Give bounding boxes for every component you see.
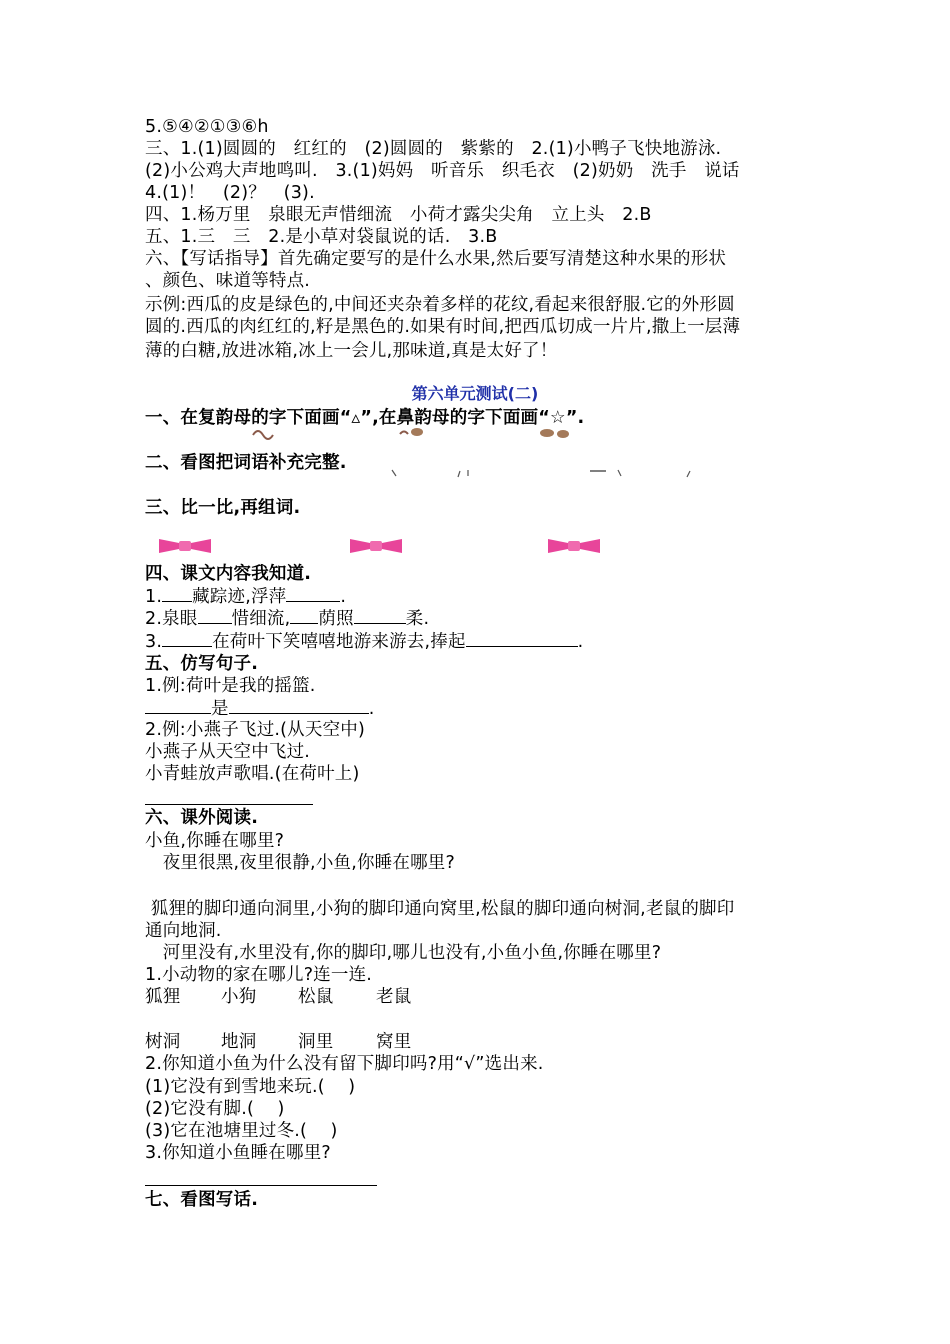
section-4-heading: 四、课文内容我知道. <box>145 564 312 584</box>
image-fragments-row <box>390 468 710 480</box>
reading-question-2: 2.你知道小鱼为什么没有留下脚印吗?用“√”选出来. <box>145 1054 544 1074</box>
animal-squirrel[interactable]: 松鼠 <box>298 987 334 1007</box>
answer-line-9: 示例:西瓜的皮是绿色的,中间还夹杂着多样的花纹,看起来很舒服.它的外形圆 <box>145 295 735 315</box>
option-3[interactable]: (3)它在池塘里过冬.( ) <box>145 1121 338 1141</box>
imitate-question-2: 小青蛙放声歌唱.(在荷叶上) <box>145 764 360 784</box>
answer-blank[interactable] <box>198 607 232 624</box>
reading-question-3: 3.你知道小鱼睡在哪里? <box>145 1143 331 1163</box>
answer-line-11: 薄的白糖,放进冰箱,冰上一会儿,那味道,真是太好了！ <box>145 341 558 361</box>
answer-blank[interactable] <box>286 585 340 602</box>
reading-paragraph-2b: 通向地洞. <box>145 921 222 941</box>
reading-paragraph-1: 夜里很黑,夜里很静,小鱼,你睡在哪里? <box>145 853 455 873</box>
answer-line[interactable] <box>145 1185 377 1186</box>
fill-question-3: 3. 在荷叶下笑嘻嘻地游来游去,捧起 . <box>145 632 584 652</box>
answer-line-8: 、颜色、味道等特点. <box>145 271 311 291</box>
answer-line-2: 三、1.(1)圆圆的 红红的 (2)圆圆的 紫紫的 2.(1)小鸭子飞快地游泳. <box>145 139 722 159</box>
answer-blank[interactable] <box>466 630 578 647</box>
imitate-answer-1: 是 . <box>145 697 374 720</box>
animal-mouse[interactable]: 老鼠 <box>376 987 412 1007</box>
answer-line[interactable] <box>145 804 313 805</box>
section-6-heading: 六、课外阅读. <box>145 808 259 828</box>
answer-blank[interactable] <box>290 607 318 624</box>
home-cave[interactable]: 洞里 <box>298 1032 334 1052</box>
answer-blank[interactable] <box>162 585 192 602</box>
animal-dog[interactable]: 小狗 <box>221 987 257 1007</box>
home-burrow[interactable]: 地洞 <box>221 1032 257 1052</box>
reading-title: 小鱼,你睡在哪里? <box>145 831 285 851</box>
section-7-heading: 七、看图写话. <box>145 1190 259 1210</box>
reading-paragraph-3: 河里没有,水里没有,你的脚印,哪儿也没有,小鱼小鱼,你睡在哪里? <box>145 943 662 963</box>
imitate-example-2: 2.例:小燕子飞过.(从天空中) <box>145 720 366 740</box>
pink-bow-icon <box>546 535 602 555</box>
pink-bow-icon <box>157 535 213 555</box>
imitate-example-2-result: 小燕子从天空中飞过. <box>145 742 311 762</box>
option-2[interactable]: (2)它没有脚.( ) <box>145 1099 285 1119</box>
section-1-heading: 一、在复韵母的字下面画“▵”,在鼻韵母的字下面画“☆”. <box>145 408 585 428</box>
test-title: 第六单元测试(二) <box>411 384 539 403</box>
fill-question-2: 2.泉眼 惜细流, 荫照 柔. <box>145 609 430 629</box>
option-1[interactable]: (1)它没有到雪地来玩.( ) <box>145 1077 356 1097</box>
pinyin-image-fragments <box>245 425 585 443</box>
answer-line-4: 4.(1)！ (2)？ (3). <box>145 183 315 203</box>
imitate-example-1: 1.例:荷叶是我的摇篮. <box>145 676 316 696</box>
answer-line-6: 五、1.三 三 2.是小草对袋鼠说的话. 3.B <box>145 227 498 247</box>
answer-blank[interactable] <box>229 697 369 714</box>
home-nest[interactable]: 窝里 <box>376 1032 412 1052</box>
pink-bow-icon <box>348 535 404 555</box>
section-5-heading: 五、仿写句子. <box>145 654 259 674</box>
answer-blank[interactable] <box>145 697 211 714</box>
answer-line-3: (2)小公鸡大声地鸣叫. 3.(1)妈妈 听音乐 织毛衣 (2)奶奶 洗手 说话 <box>145 161 740 181</box>
answer-blank[interactable] <box>354 607 406 624</box>
home-tree-hole[interactable]: 树洞 <box>145 1032 181 1052</box>
fill-question-1: 1. 藏踪迹,浮萍 . <box>145 587 347 607</box>
reading-question-1: 1.小动物的家在哪儿?连一连. <box>145 965 373 985</box>
reading-paragraph-2a: 狐狸的脚印通向洞里,小狗的脚印通向窝里,松鼠的脚印通向树洞,老鼠的脚印 <box>145 899 735 919</box>
answer-line-5: 四、1.杨万里 泉眼无声惜细流 小荷才露尖尖角 立上头 2.B <box>145 205 652 225</box>
section-3-heading: 三、比一比,再组词. <box>145 498 301 518</box>
animal-fox[interactable]: 狐狸 <box>145 987 181 1007</box>
section-2-heading: 二、看图把词语补充完整. <box>145 453 347 473</box>
answer-blank[interactable] <box>162 630 212 647</box>
answer-line-1: 5.⑤④②①③⑥h <box>145 117 269 137</box>
answer-line-7: 六、【写话指导】首先确定要写的是什么水果,然后要写清楚这种水果的形状 <box>145 249 727 269</box>
answer-line-10: 圆的.西瓜的肉红红的,籽是黑色的.如果有时间,把西瓜切成一片片,撒上一层薄 <box>145 317 741 337</box>
